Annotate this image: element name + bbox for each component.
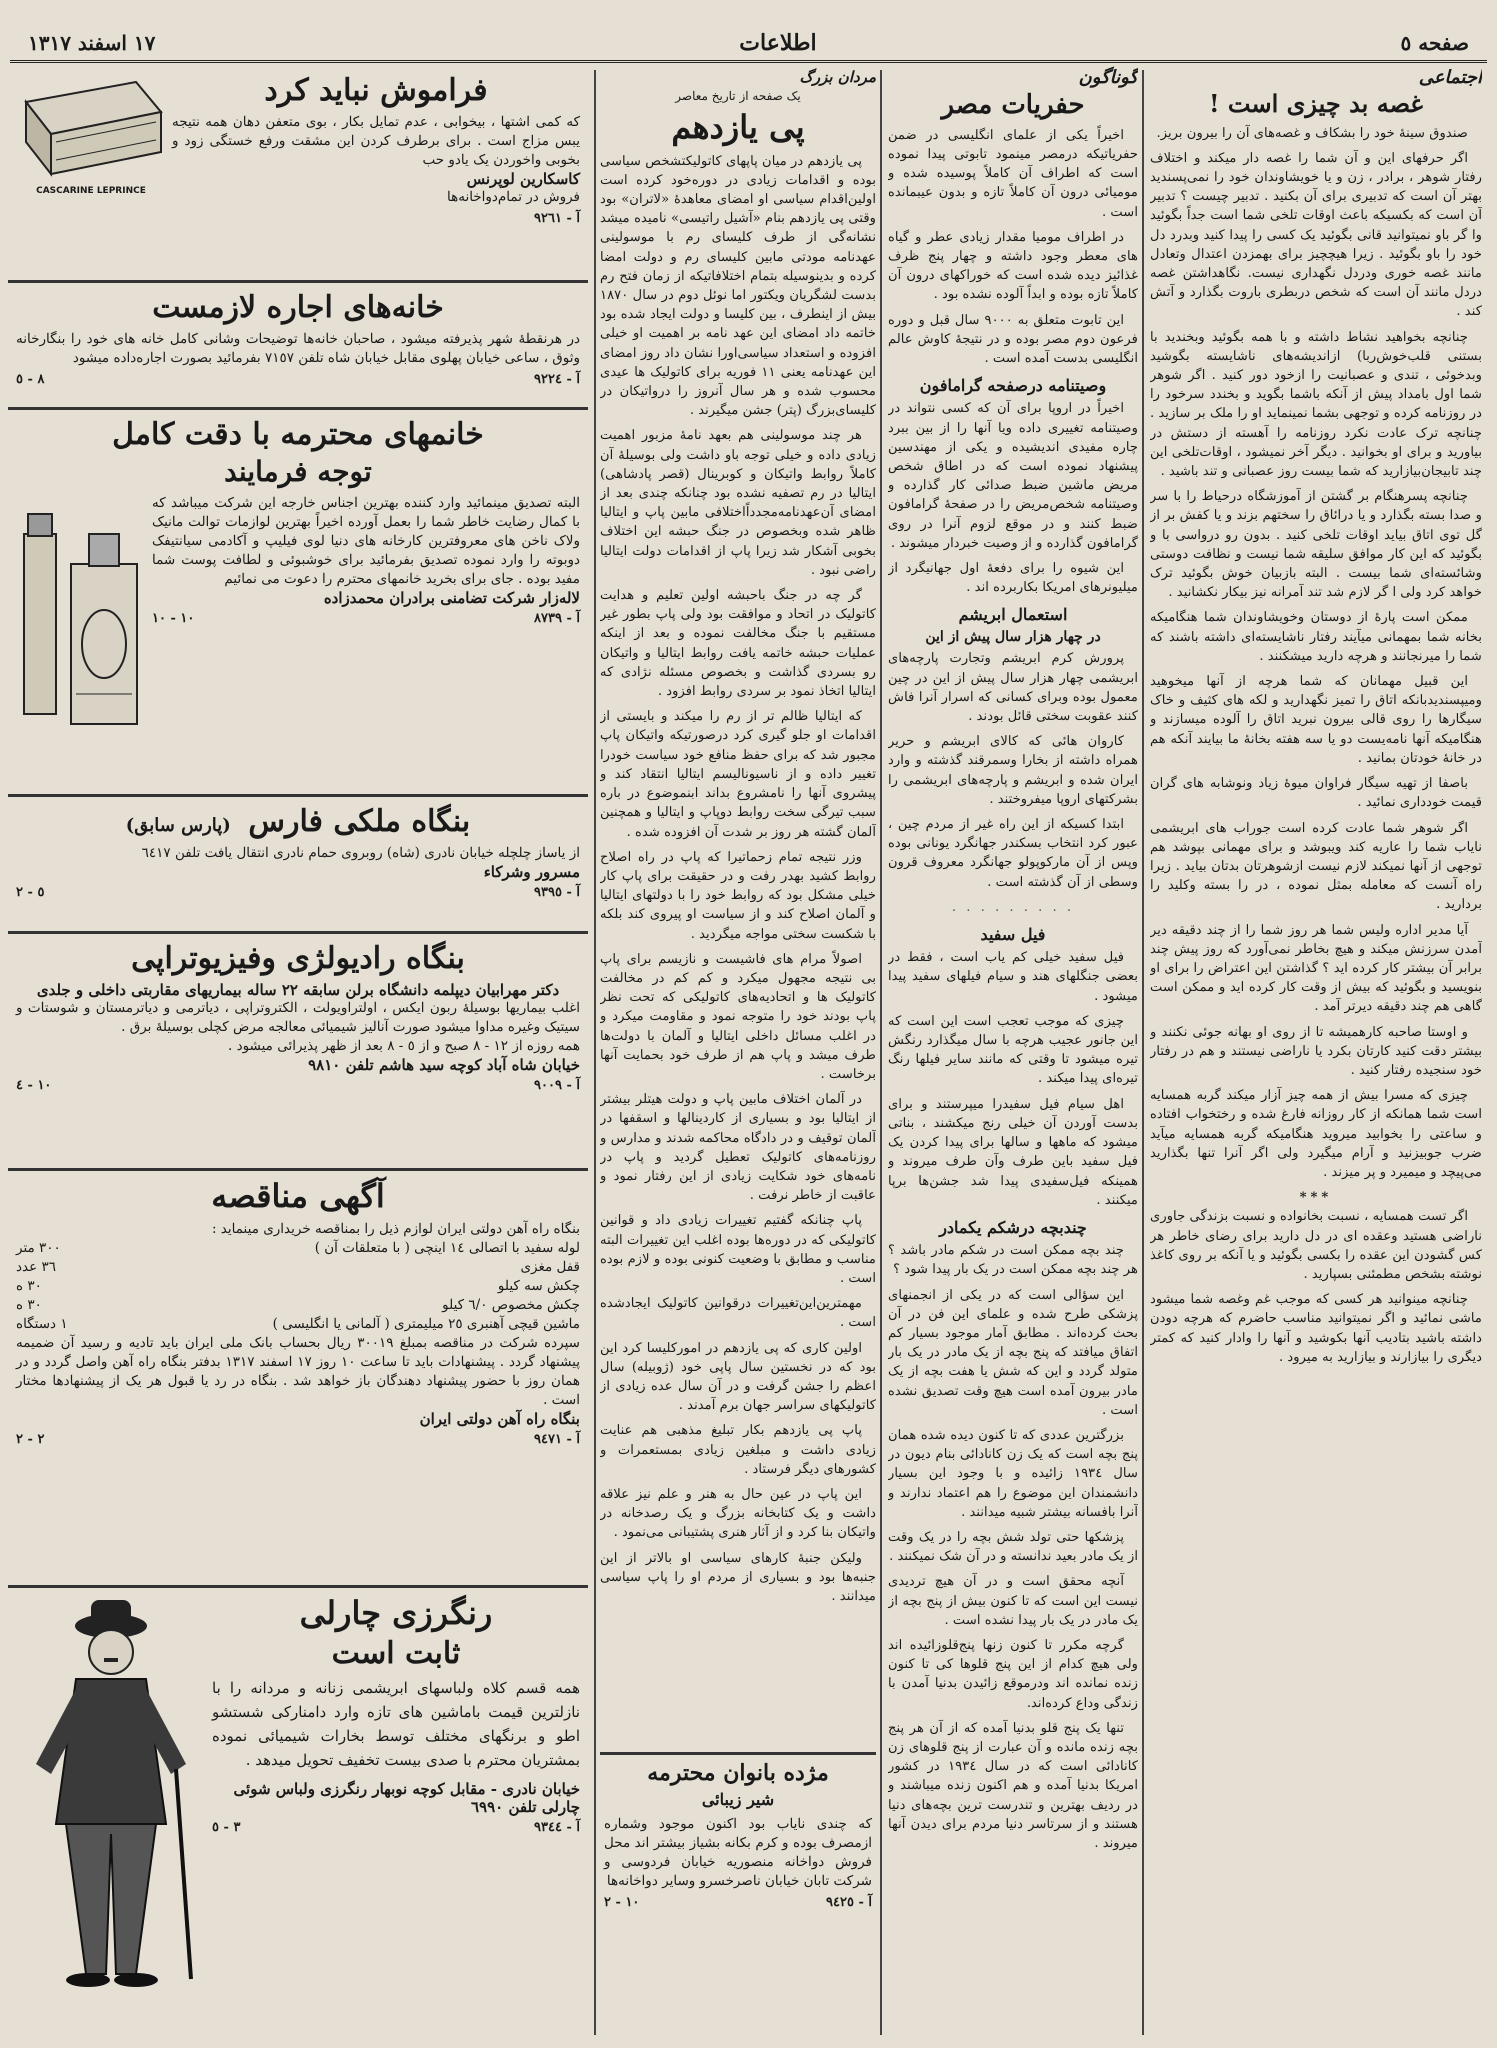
ad-code: آ - ٩٤٧١ <box>534 1432 580 1448</box>
paragraph: وزر نتیجه تمام زحماتیرا که پاپ در راه اصلاح روابط کشید بهدر رفت و در حقیقت برای پاپ کار خیلی مشکل بود که روابط خود را با دولتهای ایتالیا و آلمان اصلاح کند و از سیاست او پیروی کند بلکه با شکست سختی مواجه میگردید . <box>600 849 876 942</box>
ad-code: آ - ٩٣٤٤ <box>534 1820 580 1836</box>
paragraph: اگر تست همسایه ، نسبت بخانواده و نسبت بزندگی جاوری ناراضی هستید وعقده ای در دل دارید برای رضای خاطر هر کس گشودن این عقده را بکسی بگوئید و یا آنکه بر روی کاغذ نوشته بشخص مطمئنی بسپارید . <box>1150 1209 1482 1282</box>
ad-title: خانه‌های اجاره لازمست <box>152 290 444 325</box>
ad-body: که کمی اشتها ، بیخوابی ، عدم تمایل بکار ، بوی متعفن دهان همه نتیجه یبس مزاج است . برای برطرف کردن این مشقت ورفع خستگی زود و بخوبی واخوردن یک یادو حب <box>172 114 580 168</box>
subheading: استعمال ابریشم <box>958 605 1068 625</box>
ad-code: آ - ٩٣٩٥ <box>534 885 580 900</box>
ad-owner: مسرور وشرکاء <box>483 863 580 881</box>
charlie-figure-illustration <box>16 1594 206 1998</box>
ad-body: که چندی نایاب بود اکنون موجود وشماره ازمصرف بوده و کرم بکانه بشیاز بیشتر اند محل فروش دواخانه منصوریه خیابان فردوسی و شرکت تابان خیابان ناصرخسرو وسایر دواخانه‌ها <box>604 1815 872 1889</box>
paragraph: گرچه مکرر تا کنون زنها پنج‌قلوزائیده اند ولی هیچ کدام از این پنج قلوها کی تا کنون زنده نمانده اند ودرموقع زائیدن بدنیا آمدن با زندگی وداع کرده‌اند. <box>888 1637 1138 1711</box>
section-kicker: مردان بزرگ <box>799 68 876 86</box>
paragraph: اگر شوهر شما عادت کرده است جوراب های ابریشمی نایاب شما را عاریه کند ویبوشد و برای مهمانی بپوشد هم توجهی از آنها نمیکند لازم نیست ازشوهرتان بدتان بیاید . زیرا راه آنست که معامله بمثل نموده ، در را بسته وکلید را بردارید . <box>1150 820 1482 913</box>
ad-code: آ - ٩٢٦١ <box>534 211 580 226</box>
article-title: حفریات مصر <box>941 90 1085 121</box>
ad-title: فراموش نباید کرد <box>264 73 488 108</box>
issue-date: ١٧ اسفند ١٣١٧ <box>28 31 156 55</box>
paragraph: در اطراف مومیا مقدار زیادی عطر و گیاه های معطر وجود داشته و چهار پنج ظرف غذائیز دیده شده است که خوراکهای درون آن کاملاً تازه بوده و ابداً آلوده نشده بود . <box>888 229 1138 303</box>
ad-footer <box>16 1432 580 1447</box>
ad-address: خیابان شاه آباد کوچه سید هاشم تلفن ٩٨١٠ <box>308 1056 580 1074</box>
tender-item-name: چکش سه کیلو <box>497 1278 580 1295</box>
ad-title: رنگرزی چارلی <box>299 1594 493 1632</box>
ad-body: اغلب بیماریها بوسیلهٔ ربون ایکس ، اولتراویولت ، الکتروتراپی ، دیاترمی و دیاترمستان و شوستات و سیتیک وغیره مداوا میشود صورت آنالیز شیمیائی معالجه مرض کچلی بوسیلهٔ برق . <box>16 1000 580 1035</box>
ad-code: آ - ٩٠٠٩ <box>534 1078 580 1093</box>
ad-tail: فروش در تمام‌دواخانه‌ها <box>446 189 580 205</box>
ad-title: آگهی مناقصه <box>211 1177 385 1215</box>
perfume-bottle-icon <box>16 494 146 734</box>
ad-number: ٨ - ٥ <box>16 372 45 387</box>
column-rule <box>594 70 596 2035</box>
separator: *** <box>1299 1190 1333 1206</box>
ad-title: بنگاه رادیولژی وفیزیوتراپی <box>131 941 465 976</box>
paragraph: چنانچه پسرهنگام بر گشتن از آموزشگاه درحیاط را با سر و صدا بسته بگذارد و یا درائاق را سختهم بزند و یا کفش بر از گل توی اتاق بیاید اوقات تلخی کنید . بدون رو دروا‌سی با و بگوئید که این کار موافق سلیقه شما نیست و نظافت دوستی وشائسته‌ای شما بیست . البته بازبیان خوش بگوئید ترک خواهد کرد ولی ا گر لازم شد تند آمرانه نیز بیکار نکشانید . <box>1150 489 1482 601</box>
ad-address: خیابان نادری - مقابل کوچه نوبهار رنگرزی ولباس شوئی چارلی تلفن ٦٩٩٠ <box>233 1780 580 1817</box>
tender-item-name: قفل مغزی <box>520 1259 580 1276</box>
ad-rental-houses <box>8 283 588 410</box>
ad-body: همه قسم کلاه ولباسهای ابریشمی زنانه و مردانه را با نازلترین قیمت باماشین های تازه وارد دامنارکی شستشو اطو و برنگهای مختلف توسط بخارات شیمیائی نموده بمشتریان محترم با صدی بیست تخفیف تحویل میدهد . <box>212 1679 580 1770</box>
paragraph: بزرگترین عددی که تا کنون دیده شده همان پنج بچه است که یک زن کانادائی بنام دیون در سال ١٩٣٤ زائیده و با وجود این بسیار دانشمندان این موضوع را هم اعتماد ندارند و آنرا بافسانه بیشتر شبیه میدانند . <box>888 1427 1138 1520</box>
ad-number: ٣ - ٥ <box>212 1820 241 1836</box>
tender-item-name: چکش مخصوص ٦/٠ کیلو <box>442 1297 580 1314</box>
paragraph: چیزی که موجب تعجب است این است که این جانور عجیب هرچه با سال میگذارد رنگش تیره میشود تا وقتی که مانند سایر فیلها رنگ تیره‌ای پیدا میکند . <box>888 1013 1138 1087</box>
tender-item-qty: ٣٦ عدد <box>16 1259 56 1276</box>
paragraph: که ایتالیا ظالم تر از رم را میکند و بایستی از اقدامات او جلو گیری کرد درصورتیکه واتیکان پاپ مجبور شد که برای حفظ منافع خود سیاست خودرا تغییر داده و از ناسیونالیسم ایتالیا انتقاد کند و پیشروی آنها را نامشروع بداند ابنموضوع در باره سبب تیرگی سخت روابط دوپاپ و ایتالیا و همچنین آلمان گشته هر روز بر شدت آن افزوده شده . <box>600 709 876 840</box>
paragraph: پاپ پی یازدهم بکار تبلیغ مذهبی هم عنایت زیادی داشت و مبلغین زیادی بمستعمرات و کشورهای دیگر فرستاد . <box>600 1423 876 1477</box>
ad-title: خانمهای محترمه با دقت کامل <box>112 417 484 452</box>
ad-code: آ - ٩٢٢٤ <box>534 372 580 387</box>
ad-title: مژده بانوان محترمه <box>647 1760 829 1786</box>
ad-title: بنگاه ملکی فارس <box>248 804 471 839</box>
article-body <box>600 152 876 1920</box>
article-title: غصه بد چیزی است ! <box>1209 89 1423 119</box>
paragraph: اخیراً در اروپا برای آن که کسی نتواند در وصیتنامه تغییری داده ویا آنها را از بین ببرد چاره مفیدی اندیشیده و یکی از مهندسین پیشنهاد نموده است که در اطاق شخص مریض ماشین ضبط صدائی کار گذارده و وصیتنامه شخص‌مریض را در صفحهٔ گرامافون ضبط کنند و در موقع لزوم آنرا در روی گرامافون گذارده و از وصیت خبردار میشوند . <box>888 401 1138 551</box>
ad-number: ٥ - ٢ <box>16 885 45 900</box>
ad-intro: بنگاه راه آهن دولتی ایران لوازم ذیل را بمناقصه خریداری مینماید : <box>211 1221 580 1238</box>
section-subtitle: یک صفحه از تاریخ معاصر <box>675 89 801 104</box>
paragraph: در آلمان اختلاف مابین پاپ و دولت هیتلر بیشتر از ایتالیا بود و بسیاری از کاردینالها و اسقفها در آلمان توقیف و در دادگاه محاکمه شدند و مدارس و روزنامه‌های کاتولیک تعطیل گردید و پاپ در نامه‌های خود شکایت زیادی از این رفتار نمود و عاقبت از خاطر نرفت . <box>600 1092 876 1204</box>
article-title: پی یازدهم <box>671 108 805 147</box>
section-kicker: اجتماعی <box>1418 67 1482 88</box>
ad-number: ١٠ - ٢ <box>604 1894 640 1910</box>
ad-hours: همه روزه از ١٢ - ٨ صبح و از ٥ - ٨ بعد از ظهر پذیرائی میشود . <box>227 1038 580 1054</box>
newspaper-name: اطلاعات <box>739 30 817 56</box>
paragraph: فیل سفید خیلی کم یاب است ، فقط در بعضی جنگلهای هند و سیام فیلهای سفید پیدا میشود . <box>888 950 1138 1004</box>
paragraph: کاروان هائی که کالای ابریشم و حریر همراه داشته از بخارا وسمرقند گذشته و وارد ایران شده و ابریشم و پارچه‌های ابریشمی را بشرکتهای اروپا میفروختند . <box>888 734 1138 807</box>
ad-body: در هرنقطهٔ شهر پذیرفته میشود ، صاحبان خانه‌ها توضیحات وشانی کامل خانه های خود را بنگارخانه وثوق ، ساعی خیابان پهلوی مقابل خیابان شاه تلفن ٧١٥٧ بفرمائید بصورت اجاره‌داده میشود <box>16 331 580 366</box>
paragraph: آنچه محقق است و در آن هیچ تردیدی نیست این است که تا کنون بیش از پنج بچه از یک مادر در یک بار پیدا نشده است . <box>888 1574 1138 1628</box>
paragraph: چنانچه مینوانید هر کسی که موجب غم وغصه شما میشود ماشی نمائید و اگر نمیتوانید مناسب حاضرم که هرچه دودن داشته باشید بتادیب آنها بکوشید و آنها را وادار کنید که کمتر دیگری را بیازارند و بیازارید به میرود . <box>1150 1292 1482 1365</box>
ad-cascarine <box>8 66 588 283</box>
ad-brand: لاله‌زار شرکت تضامنی برادران محمدزاده <box>323 588 580 607</box>
paragraph: چنانچه بخواهید نشاط داشته و با همه بگوئید وبخندید با بستنی قلب‌خوش‌ربا) ازاندیشه‌های ناشایسته بگوشید وبدخوئی ، تندی و عصبانیت را ازخود دور کنید . اگر شوهر شما اول بامداد پیش از آنکه باشما بگوید و بخندد سرخود را در روزنامه کرده و توجهی بشما نمینماید او را ملک بر سازید . چنانچه ترک عادت نکرد روزنامه را آهسته از دستش در بیاورید و برای او بخوانید . دیگر آخر نمیشود ، اوقات‌تلخی این چند تابیجان‌بیازارید که شما بیست روز عصبانی و تند باشید . <box>1150 329 1482 480</box>
ad-body: البته تصدیق مینمائید وارد کننده بهترین اجناس خارجه این شرکت میباشد که با کمال رضایت خاطر شما را بعمل آورده اخیراً بهترین لوازمات توالت مانیک ولاک ناخن های معروفترین کارخانه های دنیا لوی فیلیپ و آکادمی سیانتیفک دوبوته را وارد نموده تصدیق بفرمائید برای خوشبوئی و لطافت پوست شما مفید بوده . جای برای بخرید خانمهای محترم را دعوت می نمائیم <box>152 494 580 587</box>
box-label: CASCARINE LEPRINCE <box>36 186 146 196</box>
paragraph: ممکن است پارهٔ از دوستان وخویشاوندان شما هنگامیکه بخانه شما بمهمانی میآیند رفتار ناشایسته‌ای داشته باشند که شما را میرنجانند و هرچه دارید میشکنند . <box>1150 610 1482 664</box>
column-social <box>1150 66 1482 2038</box>
tender-item-row <box>16 1239 580 1258</box>
ad-number: ١٠ - ٤ <box>16 1078 52 1093</box>
ad-subtitle: شیر زیبائی <box>701 1790 775 1810</box>
paragraph: باصفا از تهیه سیگار فراوان میوهٔ زیاد ونوشابه های گران قیمت خودداری نمائید . <box>1150 776 1482 811</box>
ads-column <box>8 66 588 2038</box>
ad-beauty-milk <box>600 1752 876 2038</box>
paragraph: تنها یک پنج قلو بدنیا آمده که از آن هر پنج بچه زنده مانده و آن عبارت از پنج قلوهای زن کانادائی است که در سال ١٩٣٤ در کشور امریکا بدنیا آمده و هم اکنون زنده میباشند و در ردیف بهترین و تندرست ترین بچه‌های دنیا هستند و از سرتاسر دنیا مردم برای دیدن آنها میروند . <box>888 1720 1138 1851</box>
subheading: چندبچه درشکم یکمادر <box>939 1217 1087 1237</box>
paragraph: ابتدا کسیکه از این راه غیر از مردم چین ، عبور کرد انتخاب بسکندر جهانگرد یونانی بوده وپس از آن مارکوپولو جهانگرد معروف قرون وسطی از آن گذشته است . <box>888 817 1138 890</box>
ad-footer <box>212 1820 580 1835</box>
paragraph: چیزی که مسرا بیش از همه چیز آزار میکند گربه همسایه است شما همانکه از کار روزانه فارغ شده و رختخواب افتاده و ساعتی را بخوابید میروید هنگامیکه گربه همسایه میآید ضرب جوبیزنید و آرام میگیرد ولی اگر آنرا تنها بگذارید می‌پیچد و میمیرد و پر میزند . <box>1150 1088 1482 1180</box>
ad-charlie-dyeing <box>8 1588 588 2038</box>
paragraph: این تابوت متعلق به ٩٠٠٠ سال قبل و دوره فرعون دوم مصر بوده و در نتیجهٔ کاوش عالم انگلیسی بدست آمده است . <box>888 312 1138 367</box>
paragraph: اهل سیام فیل سفیدرا میپرستند و برای بدست آوردن آن خیلی رنج میکشند ، بناتی میشود که ماهها و سالها برای پیدا کردن یک فیل سفید باین طرف وآن طرف میروند و همینکه فیل‌سفیدی پیدا شد جشن‌ها برپا میکنند . <box>888 1096 1138 1208</box>
paragraph: این پاپ در عین حال به هنر و علم نیز علاقه داشت و یک کتابخانه بزرگ و یک رصدخانه در واتیکان بنا کرد و از آثار هنری پشتیبانی می‌نمود . <box>600 1487 876 1541</box>
ad-code: آ - ٨٧٣٩ <box>534 610 580 626</box>
page-header <box>10 26 1487 63</box>
paragraph: اخیراً یکی از علمای انگلیسی در ضمن حفریاتیکه درمصر مینمود تابوتی پیدا نموده است که اطراف آن کاملاً پوسیده شده و مومیائی درون آن کاملاً تازه و بدون عیبمانده است . <box>888 127 1138 220</box>
tender-item-row <box>16 1296 580 1315</box>
ad-fars-real-estate <box>8 797 588 934</box>
ad-number: ٢ - ٢ <box>16 1432 45 1448</box>
tender-item-name: لوله سفید با اتصالی ١٤ اینچی ( با متعلقات آن ) <box>314 1240 580 1257</box>
column-rule <box>880 70 882 2035</box>
column-misc <box>888 66 1138 2038</box>
ad-title-line2: توجه فرمایند <box>224 455 372 488</box>
ad-title-row <box>16 805 580 838</box>
ad-subtitle: (پارس سابق) <box>125 815 231 836</box>
ad-footer <box>16 211 580 226</box>
cascarine-box-illustration <box>16 72 166 196</box>
ad-tender <box>8 1171 588 1588</box>
tender-item-qty: ٣٠ ه <box>16 1278 42 1295</box>
ad-footer <box>16 1078 580 1093</box>
paragraph: اولین کاری که پی یازدهم در امورکلیسا کرد این بود که در نخستین سال پاپی خود (ژوبیله) سال اعظم را جشن گرفت و در آن سال عده زیادی از کاتولیکهای سراسر جهان برم آمدند . <box>600 1340 876 1414</box>
paragraph: گر چه در جنگ باحبشه اولین تعلیم و هدایت کاتولیک در اتحاد و موافقت بود ولی پاپ بطور غیر مستقیم با جنگ مخالفت نموده و بعد از اینکه عملیات حبشه خاتمه یافت روابط ایتالیا و واتیکان رو بسردی گذاشت و بخصوص مسئله نژادی که ایتالیا اتخاذ نمود بر سردی روابط افزود . <box>600 588 876 700</box>
cascarine-box-icon <box>16 72 166 182</box>
ad-brand: کاسکارین لوپرنس <box>466 170 580 188</box>
paragraph: پزشکها حتی تولد شش بچه را در یک وقت از یک مادر بعید ندانسته و در آن شک نمیکنند . <box>888 1529 1138 1565</box>
ad-body: از یاساز چلچله خیابان نادری (شاه) روبروی حمام نادری انتقال یافت تلفن ٦٤١٧ <box>141 845 580 861</box>
tender-items-list <box>16 1239 580 1334</box>
paragraph: این شیوه را برای دفعهٔ اول جهانیگرد از میلیونرهای امریکا بکاربرده اند . <box>888 561 1138 596</box>
ad-footer <box>604 1895 872 1910</box>
paragraph: این سؤالی است که در یکی از انجمنهای پزشکی طرح شده و علمای این فن در آن بحث کرده‌اند . مطابق آمار موجود بسیار کم اتفاق میافتد که پنج بچه از یک مادر در یک بار متولد گردد و این که شش یا هفت بچه از یک مادر بیرون آمده است هیچ وقت تصدیق نشده است . <box>888 1287 1138 1418</box>
tender-item-qty: ١ دستگاه <box>16 1316 68 1333</box>
ad-title-line2: ثابت است <box>331 1636 461 1672</box>
paragraph: صندوق سینهٔ خود را بشکاف و غصه‌های آن را بیرون بریز. <box>1156 125 1468 141</box>
ad-code: آ - ٩٤٢٥ <box>826 1894 872 1910</box>
ad-body: سپرده شرکت در مناقصه بمبلغ ٣٠٠١٩ ریال بحساب بانک ملی ایران باید تادیه و رسید آن ضمیمه پیشنهاد گردد . پیشنهادات باید تا ساعت ١٠ روز ١٧ اسفند ١٣١٧ بدفتر بنگاه راه آهن واصل گردد و در همان روز با حضور پیشنهاد دهندگان باز خواهد شد . بنگاه در رد یا قبول هر یک از پیشنهادها مختار است . <box>16 1335 580 1409</box>
ad-number: ١٠ - ١٠ <box>152 610 195 626</box>
paragraph: پرورش کرم ابریشم وتجارت پارچه‌های ابریشمی چهار هزار سال پیش از این در چین معمول بوده وبرای کسانی که اسرار آنرا فاش کنند عقوبت سختی قائل بودند . <box>888 651 1138 725</box>
tender-item-qty: ٣٠٠ متر <box>16 1240 61 1257</box>
ad-footer <box>16 885 580 900</box>
column-rule <box>1142 70 1144 2035</box>
cosmetic-bottles-illustration <box>16 494 146 738</box>
ad-footer <box>16 372 580 387</box>
tender-item-row <box>16 1277 580 1296</box>
ad-doctor: دکتر مهرابیان دیپلمه دانشگاه برلن سابقه ٢٢ ساله بیماریهای مقاربتی داخلی و جلدی <box>36 981 560 999</box>
subheading: فیل سفید <box>980 925 1046 945</box>
paragraph: هر چند موسولینی هم بعهد نامهٔ مزبور اهمیت زیادی داده و خیلی توجه باو داشت ولی بوسیلهٔ آن کاملاً روابط واتیکان و کوبرینال‌ (قصر پادشاهی) ایتالیا در رم تصفیه نشده بود چنانکه چندی بعد از امضای آن‌عهدنامه‌مجدداً‌اختلافی مابین پاپ و ایتالیا ظاهر شده وبخصوص در جنگ حبشه این اختلاف بخوبی آشکار شد زیرا پاپ از اقدامات دولت ایتالیا راضی نبود . <box>600 428 876 578</box>
subheading: وصیتنامه درصفحه گرامافون <box>919 376 1107 396</box>
subheading: در چهار هزار سال پیش از این <box>925 628 1101 645</box>
section-kicker: گوناگون <box>1078 67 1138 88</box>
tender-item-row <box>16 1315 580 1334</box>
tender-item-name: ماشین قیچی آهنبری ٢٥ میلیمتری ( آلمانی یا انگلیسی ) <box>272 1316 580 1333</box>
paragraph: اگر حرفهای این و آن شما را غصه دار میکند و اختلاف رفتار شوهر ، برادر ، زن و یا خویشاوندان خود را نمی‌پسندید بهتر آن است که تدبیری برای آن بکنید . تدبیر چیست ؟ تدبیر آن است که بکسیکه باعث اوقات تلخی شما است جداً بگوئید وا گر باو نمیتوانید قانی بگوئید یک کسی را پیدا کنید وبدرد دل خود را باو بگوئید . زیرا هیچچیز برای بهمزدن اعتدال وتعادل مانند غصه خوری ودردل نگهداری نیست. نگاهداشتن غصه دردل مانند آن است که شخص دربطری باروت بگذارد و آتش کند . <box>1150 150 1482 320</box>
paragraph: اصولاً مرام های فاشیست و نازیسم برای پاپ بی نتیجه مجهول میکرد و کم کم در مخالفت کاتولیک ها و اتحادیه‌های کاتولیکی که تحت نظر پاپ بودند خود را متوجه نمود و مقاومت میکرد و در اغلب مسائل داخلی ایتالیا و آلمان با دولت‌ها طرف میشد و پاپ هم از طرف خود بحمایت آنها برخاست . <box>600 951 876 1082</box>
ad-footer <box>152 611 580 626</box>
ad-org: بنگاه راه آهن دولتی ایران <box>419 1410 580 1429</box>
ad-ladies-cosmetics <box>8 410 588 797</box>
paragraph: این قبیل مهمانان که شما هرچه از آنها میخوهید ومیپسندید‌بانکه اتاق را تمیز نگهدارید و لکه های کثیف و خاک سیگارها را روی قالی بیرون نبرید اتاق را آلوده میسازند و هنگامیکه آنها نامه‌یست دو یا سه هفته بخانهٔ ما بیایند آنکه هم در خانهٔ خودتان بمانید . <box>1150 674 1482 766</box>
paragraph: چند بچه ممکن است در شکم مادر باشد ؟ هر چند بچه ممکن است در یک بار پیدا شود ؟ <box>888 1243 1138 1278</box>
paragraph: مهمترین‌این‌تغییرات درقوانین کاتولیک ایجادشده است . <box>600 1296 876 1331</box>
tender-item-qty: ٣٠ ه <box>16 1297 42 1314</box>
separator: . . . . . . . . . <box>951 899 1075 915</box>
paragraph: پی یازدهم در میان پاپهای کاتولیکتشخص سیاسی بوده و اقدامات زیادی در دوره‌خود کرده است اولین‌اقدام سیاسی او امضای معاهدهٔ «لاتران» بود وقتی پی یازدهم بنام «آشیل راتیسی» نامیده میشد نشانه‌گی از طرف کلیسای رم با موسولینی عهدنامه مودتی مابین کلیسای رم و دولت امضا کرده و بدینوسیله بتمام اختلافاتیکه از زمان فتح رم بدست لشگریان ویکتور اما نوئل دوم در سال ١٨٧٠ بیش از اینطرف ، بین کلیسا و دولت ایجاد شده بود خاتمه داد امضای این عهد نامه بر اهمیت او خیلی افزوده و استعداد سیاسی‌اورا نشان داد روز امضای این عهدنامه یعنی ١١ فوریه برای کاتولیک ها عیدی محسوب شده و هر سال آنروز را درواتیکان در کلیسای‌بزرگ (پتر) جشن میگیرند . <box>600 153 876 419</box>
page-number: صفحه ٥ <box>1400 31 1469 55</box>
tender-item-row <box>16 1258 580 1277</box>
paragraph: آیا مدیر اداره ولیس شما هر روز شما را از چند دقیقه دیر آمدن سرزنش میکند و هیچ بخاطر نمی‌آورد که روز پیش چند برابر آن بیشتر کار کرده اید ؟ گذاشتن این اعتراض را برای او بنویسید و بگوئید که بیش از وقت کار کرده اید و ممکن است گاهی هم چند دقیقه دیرتر آمد . <box>1150 922 1482 1015</box>
paragraph: ولیکن جنبهٔ کارهای سیاسی او بالاتر از این جنبه‌ها بود و بسیاری از مردم او را پاپ سیاسی میدانند . <box>600 1550 876 1605</box>
paragraph: و اوستا صاحبه کارهمیشه تا از روی او بهانه جوئی نکنند و بیشتر دقت کنید کارتان بکرد یا ناراضی نیستند و هم در رفتار خود سنجیده رفتار کنید . <box>1150 1024 1482 1078</box>
ad-radiology <box>8 934 588 1171</box>
paragraph: پاپ چنانکه گفتیم تغییرات زیادی داد و قوانین کاتولیکی که در دوره‌ها بوده اغلب این تغییرات البته مناسب و مطابق با وضعیت کنونی بوده و لازم بوده است . <box>600 1213 876 1286</box>
column-great-men <box>600 66 876 2038</box>
charlie-chaplin-icon <box>16 1594 206 1994</box>
